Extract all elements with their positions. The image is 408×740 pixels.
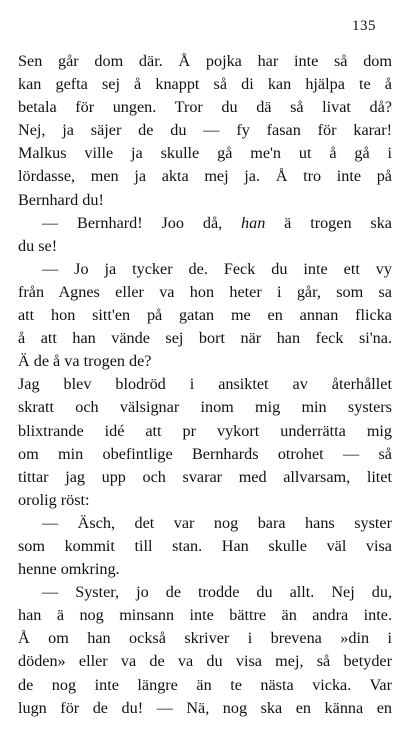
- text-line: som kommit till stan. Han skulle väl visa: [18, 536, 392, 555]
- text-line: betala för ungen. Tror du dä så livat då?: [18, 98, 392, 117]
- text-line: att hon sitt'en på gatan me en annan flicka: [18, 306, 392, 325]
- text-line: Malkus ville ja skulle gå me'n ut å gå i: [18, 144, 392, 163]
- text-line: de nog inte längre än te nästa vicka. Var: [18, 675, 392, 694]
- text-line: han ä nog minsann inte bättre än andra inte.: [18, 606, 392, 625]
- text-line: henne omkring.: [18, 560, 120, 579]
- text-line: Bernhard du!: [18, 190, 104, 209]
- line-segment: ä trogen ska: [265, 213, 392, 232]
- text-line: lördasse, men ja akta mej ja. Å tro inte på: [18, 167, 392, 186]
- text-line: Ä de å va trogen de?: [18, 352, 152, 371]
- text-line: skratt och välsignar inom mig min systers: [18, 398, 392, 417]
- paragraph: [18, 581, 392, 720]
- text-line: tittar jag upp och svarar med allvarsam, litet: [18, 467, 392, 486]
- text-line: å att han vände sej bort när han feck si'na.: [18, 329, 392, 348]
- text-line: Å om han också skriver i brevena »din i: [18, 629, 392, 648]
- paragraph: [18, 512, 392, 581]
- text-line: — Jo ja tycker de. Feck du inte ett vy: [42, 259, 392, 278]
- text-line: kan gefta sej å knappt så di kan hjälpa te å: [18, 75, 392, 94]
- text-line: — Syster, jo de trodde du allt. Nej du,: [42, 583, 392, 602]
- text-line: om min obefintlige Bernhards otrohet — så: [18, 444, 392, 463]
- paragraph: [18, 50, 392, 212]
- text-line: [18, 212, 392, 235]
- text-line: — Äsch, det var nog bara hans syster: [42, 513, 392, 532]
- paragraph: [18, 258, 392, 373]
- text-line: Nej, ja säjer de du — fy fasan för karar!: [18, 121, 392, 140]
- text-line: döden» eller va de va du visa mej, så betyder: [18, 652, 392, 671]
- text-line: du se!: [18, 236, 58, 255]
- line-segment: — Bernhard! Joo då,: [42, 213, 242, 232]
- text-line: Sen går dom där. Å pojka har inte så dom: [18, 52, 392, 70]
- emphasized-word: han: [241, 213, 266, 232]
- text-line: Jag blev blodröd i ansiktet av återhållet: [18, 375, 392, 394]
- text-line: lugn för de du! — Nä, nog ska en känna en: [18, 698, 392, 717]
- text-line: blixtrande idé att pr vykort underrätta mig: [18, 421, 392, 440]
- paragraph: [18, 212, 392, 258]
- text-line: från Agnes eller va hon heter i går, som sa: [18, 282, 392, 301]
- text-line: orolig röst:: [18, 490, 90, 509]
- body-text: [18, 50, 392, 720]
- paragraph: [18, 373, 392, 512]
- page-number: 135: [352, 18, 376, 34]
